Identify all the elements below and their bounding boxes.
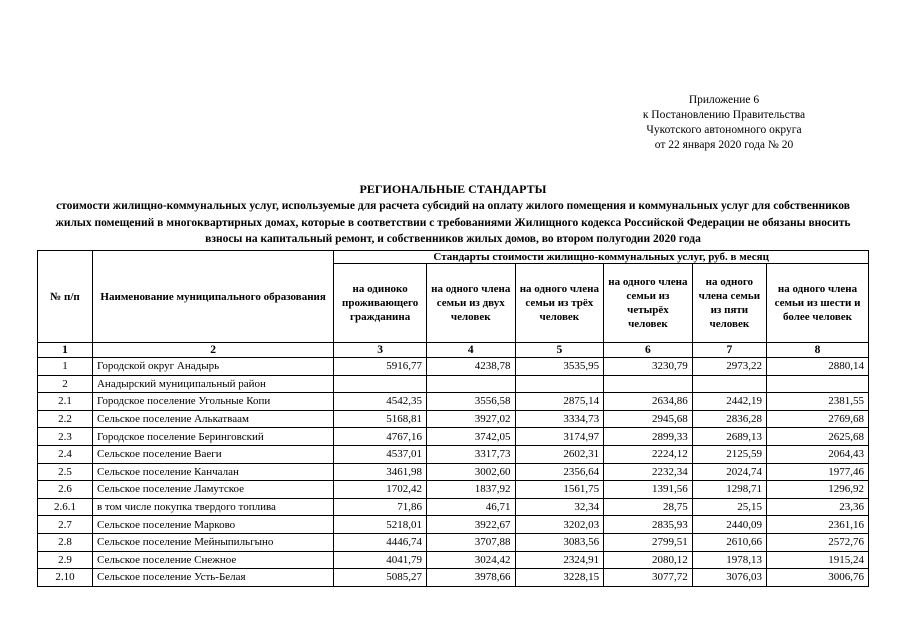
standard-value: 2634,86 (604, 393, 693, 411)
row-number: 2.9 (38, 551, 93, 569)
table-row (38, 569, 869, 587)
standard-value: 3978,66 (426, 569, 515, 587)
table-row (38, 551, 869, 569)
standard-value: 3077,72 (604, 569, 693, 587)
standard-value: 2064,43 (767, 445, 869, 463)
standard-value: 2880,14 (767, 358, 869, 376)
standard-value: 3076,03 (692, 569, 766, 587)
standard-value: 3230,79 (604, 358, 693, 376)
standard-value: 4238,78 (426, 358, 515, 376)
table-row (38, 533, 869, 551)
standard-value: 5085,27 (334, 569, 427, 587)
standard-value: 2799,51 (604, 533, 693, 551)
standard-value: 2835,93 (604, 516, 693, 534)
row-number: 2.8 (38, 533, 93, 551)
standard-value: 2875,14 (515, 393, 604, 411)
standard-value: 2080,12 (604, 551, 693, 569)
standard-value (767, 375, 869, 393)
column-index: 1 (38, 343, 93, 358)
standard-value: 1977,46 (767, 463, 869, 481)
annex-block (612, 93, 836, 153)
standard-value: 3006,76 (767, 569, 869, 587)
standard-value: 4537,01 (334, 445, 427, 463)
column-index: 6 (604, 343, 693, 358)
standard-value: 2572,76 (767, 533, 869, 551)
row-number: 2.1 (38, 393, 93, 411)
column-index: 8 (767, 343, 869, 358)
standard-value: 3174,97 (515, 428, 604, 446)
column-index: 3 (334, 343, 427, 358)
row-number: 2.10 (38, 569, 93, 587)
row-number: 2.2 (38, 410, 93, 428)
standard-value: 3083,56 (515, 533, 604, 551)
standard-value: 1391,56 (604, 481, 693, 499)
standard-value: 5218,01 (334, 516, 427, 534)
standard-value: 2610,66 (692, 533, 766, 551)
municipality-name: Сельское поселение Ваеги (92, 445, 333, 463)
standard-value: 71,86 (334, 498, 427, 516)
table-row (38, 463, 869, 481)
table-row (38, 358, 869, 376)
municipality-name: Сельское поселение Ламутское (92, 481, 333, 499)
standard-value: 3461,98 (334, 463, 427, 481)
standard-value: 1702,42 (334, 481, 427, 499)
standard-value: 2232,34 (604, 463, 693, 481)
standard-value: 3317,73 (426, 445, 515, 463)
standard-value: 3535,95 (515, 358, 604, 376)
standard-value: 4446,74 (334, 533, 427, 551)
standard-value (692, 375, 766, 393)
standard-value: 2899,33 (604, 428, 693, 446)
standard-value: 46,71 (426, 498, 515, 516)
standard-value: 3002,60 (426, 463, 515, 481)
standard-value: 3742,05 (426, 428, 515, 446)
standard-value: 4767,16 (334, 428, 427, 446)
document-heading (38, 182, 868, 248)
standard-value: 2836,28 (692, 410, 766, 428)
standard-value: 2324,91 (515, 551, 604, 569)
municipality-name: Сельское поселение Марково (92, 516, 333, 534)
standard-value: 3228,15 (515, 569, 604, 587)
header-family-of-two: на одного члена семьи из двух человек (426, 264, 515, 343)
standard-value: 1915,24 (767, 551, 869, 569)
municipality-name: Анадырский муниципальный район (92, 375, 333, 393)
column-index: 4 (426, 343, 515, 358)
municipality-name: Городской округ Анадырь (92, 358, 333, 376)
standard-value (426, 375, 515, 393)
column-index: 5 (515, 343, 604, 358)
standard-value: 2689,13 (692, 428, 766, 446)
standard-value: 3707,88 (426, 533, 515, 551)
standard-value: 3202,03 (515, 516, 604, 534)
standards-table (37, 250, 869, 587)
standard-value: 3556,58 (426, 393, 515, 411)
table-row (38, 375, 869, 393)
standard-value: 23,36 (767, 498, 869, 516)
table-row (38, 516, 869, 534)
annex-line: Чукотского автономного округа (646, 124, 802, 136)
municipality-name: Сельское поселение Канчалан (92, 463, 333, 481)
table-row (38, 498, 869, 516)
standard-value: 1298,71 (692, 481, 766, 499)
municipality-name: Сельское поселение Снежное (92, 551, 333, 569)
standard-value (515, 375, 604, 393)
row-number: 2.6 (38, 481, 93, 499)
table-row (38, 410, 869, 428)
table-row (38, 481, 869, 499)
standard-value: 3922,67 (426, 516, 515, 534)
standard-value: 4041,79 (334, 551, 427, 569)
standard-value: 2361,16 (767, 516, 869, 534)
table-body (38, 358, 869, 587)
header-family-of-five: на одного члена семьи из пяти человек (692, 264, 766, 343)
table-row (38, 428, 869, 446)
municipality-name: в том числе покупка твердого топлива (92, 498, 333, 516)
row-number: 2 (38, 375, 93, 393)
standard-value: 2125,59 (692, 445, 766, 463)
row-number: 2.7 (38, 516, 93, 534)
standard-value (334, 375, 427, 393)
header-number: № п/п (38, 251, 93, 343)
standard-value: 2024,74 (692, 463, 766, 481)
document-subtitle: стоимости жилищно-коммунальных услуг, используемые для расчета субсидий на оплату жилого помещения и коммунальных услуг для собственников жилых помещений в многоквартирных домах, которые в соответствии с требованиями Жилищного кодекса Российской Федерации не обязаны вносить взносы на капитальный ремонт, и собственников жилых домов, во втором полугодии 2020 года (55, 200, 851, 245)
standard-value (604, 375, 693, 393)
municipality-name: Сельское поселение Алькатваам (92, 410, 333, 428)
standard-value: 1837,92 (426, 481, 515, 499)
standard-value: 25,15 (692, 498, 766, 516)
column-index: 2 (92, 343, 333, 358)
standard-value: 2224,12 (604, 445, 693, 463)
row-number: 2.6.1 (38, 498, 93, 516)
annex-line: Приложение 6 (688, 94, 760, 106)
standard-value: 2945,68 (604, 410, 693, 428)
standard-value: 3024,42 (426, 551, 515, 569)
standard-value: 4542,35 (334, 393, 427, 411)
standard-value: 28,75 (604, 498, 693, 516)
header-municipality: Наименование муниципального образования (92, 251, 333, 343)
standard-value: 3927,02 (426, 410, 515, 428)
municipality-name: Сельское поселение Усть-Белая (92, 569, 333, 587)
row-number: 2.4 (38, 445, 93, 463)
header-single-person: на одиноко проживающего гражданина (334, 264, 427, 343)
annex-line: от 22 января 2020 года № 20 (654, 139, 794, 151)
standard-value: 1978,13 (692, 551, 766, 569)
municipality-name: Городское поселение Беринговский (92, 428, 333, 446)
column-index: 7 (692, 343, 766, 358)
header-family-of-four: на одного члена семьи из четырёх человек (604, 264, 693, 343)
standard-value: 2440,09 (692, 516, 766, 534)
row-number: 1 (38, 358, 93, 376)
standard-value: 2381,55 (767, 393, 869, 411)
table-row (38, 445, 869, 463)
column-index-row (38, 343, 869, 358)
standard-value: 2602,31 (515, 445, 604, 463)
table-row (38, 393, 869, 411)
standard-value: 2973,22 (692, 358, 766, 376)
standard-value: 1561,75 (515, 481, 604, 499)
standard-value: 5168,81 (334, 410, 427, 428)
header-standards-group: Стандарты стоимости жилищно-коммунальных услуг, руб. в месяц (334, 251, 869, 264)
standard-value: 3334,73 (515, 410, 604, 428)
standard-value: 32,34 (515, 498, 604, 516)
standard-value: 2769,68 (767, 410, 869, 428)
row-number: 2.3 (38, 428, 93, 446)
standard-value: 2442,19 (692, 393, 766, 411)
municipality-name: Городское поселение Угольные Копи (92, 393, 333, 411)
document-title: РЕГИОНАЛЬНЫЕ СТАНДАРТЫ (359, 182, 547, 196)
municipality-name: Сельское поселение Мейныпильгыно (92, 533, 333, 551)
header-family-of-six-plus: на одного члена семьи из шести и более человек (767, 264, 869, 343)
annex-line: к Постановлению Правительства (642, 109, 806, 121)
row-number: 2.5 (38, 463, 93, 481)
standard-value: 5916,77 (334, 358, 427, 376)
standard-value: 1296,92 (767, 481, 869, 499)
standard-value: 2625,68 (767, 428, 869, 446)
standard-value: 2356,64 (515, 463, 604, 481)
header-family-of-three: на одного члена семьи из трёх человек (515, 264, 604, 343)
